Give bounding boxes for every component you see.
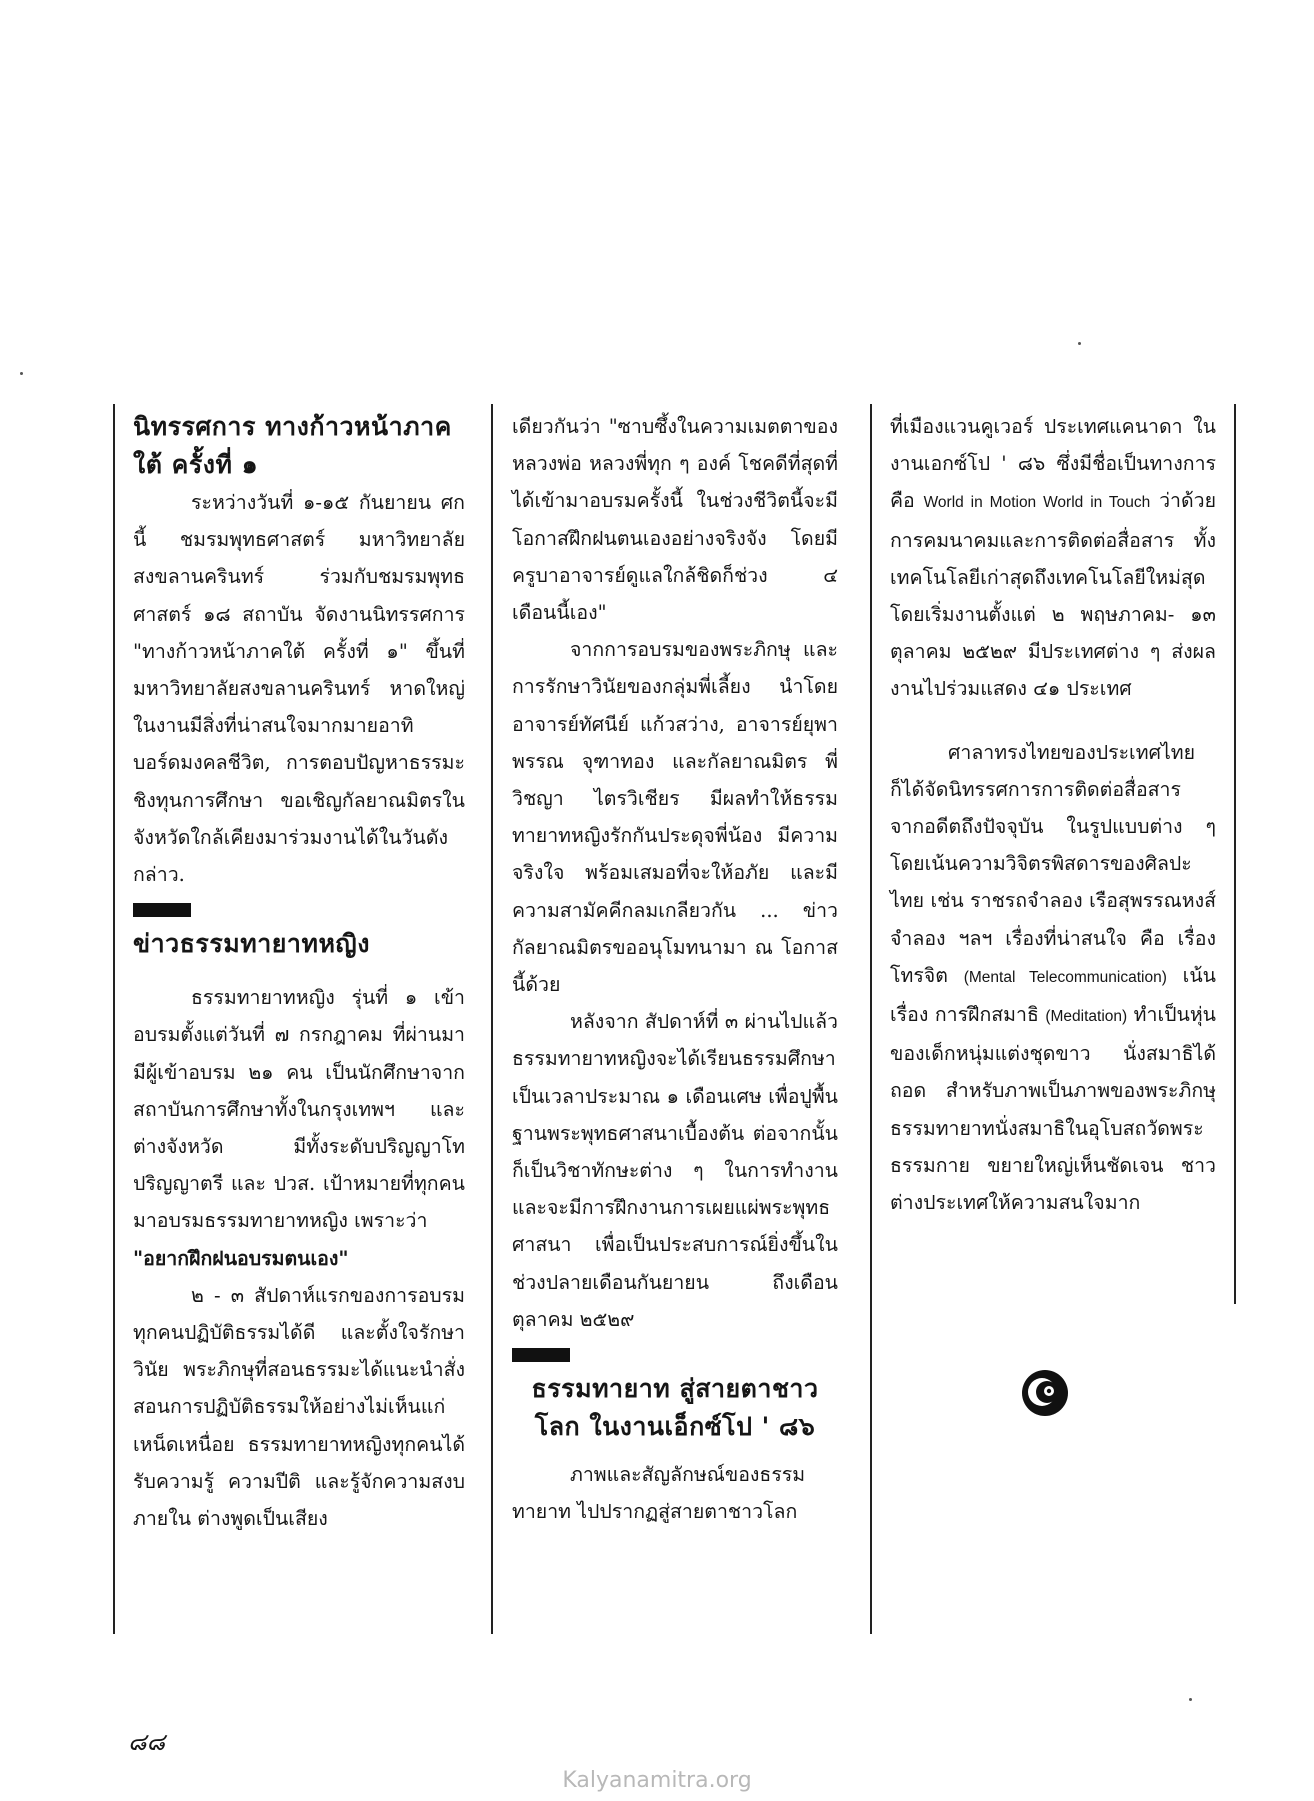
column-1 <box>133 408 465 1537</box>
expo-text-continued: ว่าด้วย การคมนาคมและการติดต่อสื่อสาร ทั้งเทคโนโลยีเก่าสุดถึงเทคโนโลยีใหม่สุด โดยเริ่มงานตั้งแต่ ๒ พฤษภาคม- ๑๓ ตุลาคม ๒๕๒๙ มีประเทศต่าง ๆ ส่งผลงานไปร่วมแสดง ๔๑ ประเทศ <box>890 489 1217 701</box>
pavilion-text: ศาลาทรงไทยของประเทศไทยก็ได้จัดนิทรรศการการติดต่อสื่อสาร จากอดีตถึงปัจจุบัน ในรูปแบบต่าง ๆ โดยเน้นความวิจิตรพิสดารของศิลปะไทย เช่น ราชรถจำลอง เรือสุพรรณหงส์จำลอง ฯลฯ เรื่องที่น่าสนใจ คือ เรื่อง โทรจิต <box>890 740 1216 987</box>
mentors-paragraph: จากการอบรมของพระภิกษุ และการรักษาวินัยของกลุ่มพี่เลี้ยง นำโดย อาจารย์ทัศนีย์ แก้วสว่าง, อาจารย์ยุพาพรรณ จุฑาทอง และกัลยาณมิตร พี่วิชญา ไตรวิเชียร มีผลทำให้ธรรมทายาทหญิงรักกันประดุจพี่น้อง มีความจริงใจ พร้อมเสมอที่จะให้อภัย และมีความสามัคคีกลมเกลียวกัน ... ข่าวกัลยาณมิตรขออนุโมทนามา ณ โอกาสนี้ด้วย <box>512 638 838 997</box>
dhamma-study-paragraph: หลังจาก สัปดาห์ที่ ๓ ผ่านไปแล้ว ธรรมทายาทหญิงจะได้เรียนธรรมศึกษาเป็นเวลาประมาณ ๑ เดือนเศษ เพื่อปูพื้นฐานพระพุทธศาสนาเบื้องต้น ต่อจากนั้นก็เป็นวิชาทักษะต่าง ๆ ในการทำงานและจะมีการฝึกงานการเผยแผ่พระพุทธศาสนา เพื่อเป็นประสบการณ์ยิ่งขึ้นในช่วงปลายเดือนกันยายน ถึงเดือนตุลาคม ๒๕๒๙ <box>512 1010 838 1331</box>
pavilion-text-3: ทำเป็นหุ่นของเด็กหนุ่มแต่งชุดขาว นั่งสมาธิได้ถอด สำหรับภาพเป็นภาพของพระภิกษุธรรมทายาทนั่งสมาธิในอุโบสถวัดพระธรรมกาย ขยายใหญ่เห็นชัดเจน ชาวต่างประเทศให้ความสนใจมาก <box>890 1003 1217 1215</box>
women-heirs-heading: ข่าวธรรมทายาทหญิง <box>133 929 370 959</box>
quote-line: "อยากฝึกฝนอบรมตนเอง" <box>133 1246 349 1270</box>
women-heirs-paragraph: ธรรมทายาทหญิง รุ่นที่ ๑ เข้าอบรมตั้งแต่วันที่ ๗ กรกฎาคม ที่ผ่านมา มีผู้เข้าอบรม ๒๑ คน เป็นนักศึกษาจากสถาบันการศึกษาทั้งในกรุงเทพฯ และต่างจังหวัด มีทั้งระดับปริญญาโท ปริญญาตรี และ ปวส. เป้าหมายที่ทุกคนมาอบรมธรรมทายาทหญิง เพราะว่า <box>133 986 465 1233</box>
print-speck <box>20 372 23 375</box>
pavilion-text-2: เน้นเรื่อง การฝึกสมาธิ <box>890 963 1216 1027</box>
expo-paragraph <box>890 408 1216 708</box>
section-divider-bar-2 <box>512 1348 570 1362</box>
meditation-latin: (Meditation) <box>1045 1008 1128 1026</box>
exhibition-paragraph: ระหว่างวันที่ ๑-๑๕ กันยายน ศกนี้ ชมรมพุทธศาสตร์ มหาวิทยาลัยสงขลานครินทร์ ร่วมกับชมรมพุทธศาสตร์ ๑๘ สถาบัน จัดงานนิทรรศการ "ทางก้าวหน้าภาคใต้ ครั้งที่ ๑" ขึ้นที่มหาวิทยาลัยสงขลานครินทร์ หาดใหญ่ ในงานมีสิ่งที่น่าสนใจมากมายอาทิ บอร์ดมงคลชีวิต, การตอบปัญหาธรรมะชิงทุนการศึกษา ขอเชิญกัลยาณมิตรในจังหวัดใกล้เคียงมาร่วมงานได้ในวันดังกล่าว. <box>133 491 465 887</box>
expo-intro-paragraph: ภาพและสัญลักษณ์ของธรรมทายาท ไปปรากฏสู่สายตาชาวโลก <box>512 1463 806 1524</box>
column-rule-mid <box>491 404 493 1634</box>
page-number: ๘๘ <box>128 1728 166 1756</box>
dhammakaya-emblem-icon <box>1020 1368 1070 1418</box>
column-2 <box>512 408 838 1530</box>
expo-theme-latin: World in Motion World in Touch <box>923 494 1151 512</box>
expo-text: ที่เมืองแวนคูเวอร์ ประเทศแคนาดา ในงานเอกซ์โป ' ๘๖ ซึ่งมีชื่อเป็นทางการคือ <box>890 415 1216 513</box>
column-rule-right <box>1234 404 1236 1304</box>
column-3 <box>890 408 1216 1221</box>
telepathy-latin: (Mental Telecommunication) <box>963 968 1167 986</box>
section-divider-bar <box>133 903 191 917</box>
column-rule-left <box>113 404 115 1634</box>
print-speck <box>1189 1698 1192 1701</box>
site-watermark: Kalyanamitra.org <box>562 1768 752 1793</box>
column-rule-mid2 <box>870 404 872 1634</box>
quote-continuation-paragraph: เดียวกันว่า "ซาบซึ้งในความเมตตาของหลวงพ่อ หลวงพี่ทุก ๆ องค์ โชคดีที่สุดที่ได้เข้ามาอบรมครั้งนี้ ในช่วงชีวิตนี้จะมีโอกาสฝึกฝนตนเองอย่างจริงจัง โดยมีครูบาอาจารย์ดูแลใกล้ชิดก็ช่วง ๔ เดือนนี้เอง" <box>512 415 838 625</box>
expo-heading: ธรรมทายาท สู่สายตาชาวโลก ในงานเอ็กซ์โป ' ๘๖ <box>531 1374 819 1442</box>
thai-pavilion-paragraph <box>890 734 1216 1222</box>
print-speck <box>1078 342 1081 345</box>
training-paragraph: ๒ - ๓ สัปดาห์แรกของการอบรม ทุกคนปฏิบัติธรรมได้ดี และตั้งใจรักษาวินัย พระภิกษุที่สอนธรรมะได้แนะนำสั่งสอนการปฏิบัติธรรมให้อย่างไม่เห็นแก่เหน็ดเหนื่อย ธรรมทายาทหญิงทุกคนได้รับความรู้ ความปีติ และรู้จักความสงบภายใน ต่างพูดเป็นเสียง <box>133 1283 465 1531</box>
exhibition-heading: นิทรรศการ ทางก้าวหน้าภาคใต้ ครั้งที่ ๑ <box>133 412 452 479</box>
